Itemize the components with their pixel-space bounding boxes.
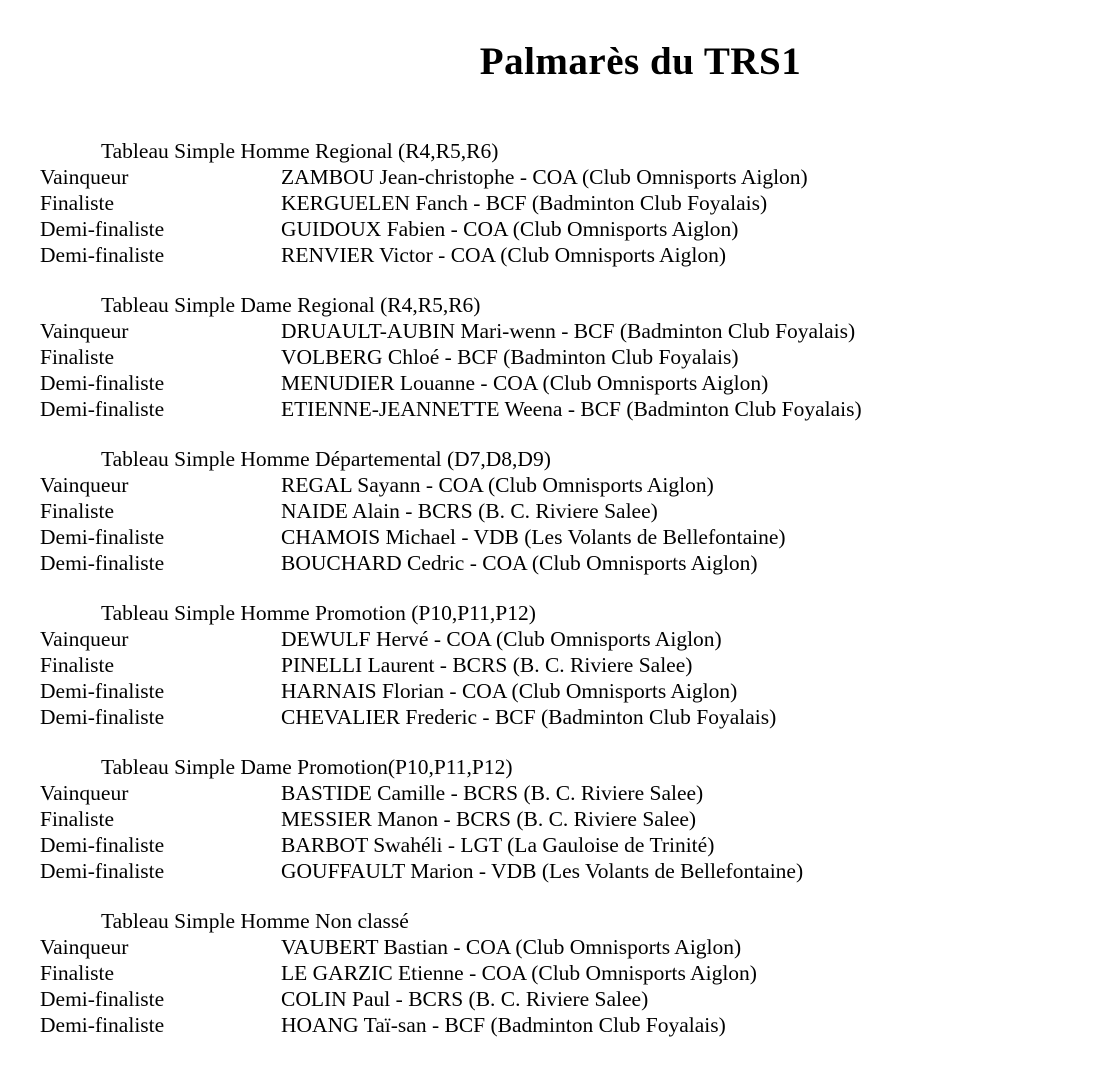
result-label: Finaliste [40, 653, 115, 677]
result-label: Demi-finaliste [40, 987, 165, 1011]
result-player: VOLBERG Chloé - BCF (Badminton Club Foyalais) [281, 345, 739, 369]
result-label: Demi-finaliste [40, 705, 165, 729]
result-player: GUIDOUX Fabien - COA (Club Omnisports Aiglon) [281, 217, 739, 241]
result-row [40, 216, 1090, 242]
result-row [40, 472, 1090, 498]
result-row [40, 164, 1090, 190]
tournament-section [40, 292, 1090, 422]
result-player: MESSIER Manon - BCRS (B. C. Riviere Salee) [281, 807, 697, 831]
result-row [40, 242, 1090, 268]
result-player: LE GARZIC Etienne - COA (Club Omnisports Aiglon) [281, 961, 757, 985]
result-label: Demi-finaliste [40, 525, 165, 549]
page-title: Palmarès du TRS1 [479, 40, 802, 83]
result-player: BOUCHARD Cedric - COA (Club Omnisports Aiglon) [281, 551, 758, 575]
result-player: DEWULF Hervé - COA (Club Omnisports Aiglon) [281, 627, 722, 651]
result-player: GOUFFAULT Marion - VDB (Les Volants de Bellefontaine) [281, 859, 804, 883]
result-label: Demi-finaliste [40, 371, 165, 395]
result-label: Finaliste [40, 345, 115, 369]
result-label: Vainqueur [40, 781, 129, 805]
tournament-section [40, 600, 1090, 730]
result-row [40, 396, 1090, 422]
result-row [40, 190, 1090, 216]
result-row [40, 780, 1090, 806]
result-row [40, 858, 1090, 884]
result-label: Finaliste [40, 499, 115, 523]
result-row [40, 960, 1090, 986]
section-title: Tableau Simple Homme Promotion (P10,P11,P12) [101, 601, 536, 625]
tournament-section [40, 754, 1090, 884]
result-label: Vainqueur [40, 165, 129, 189]
result-label: Demi-finaliste [40, 859, 165, 883]
result-player: CHAMOIS Michael - VDB (Les Volants de Bellefontaine) [281, 525, 786, 549]
result-row [40, 934, 1090, 960]
result-player: HOANG Taï-san - BCF (Badminton Club Foyalais) [281, 1013, 726, 1037]
result-row [40, 652, 1090, 678]
result-player: COLIN Paul - BCRS (B. C. Riviere Salee) [281, 987, 649, 1011]
tournament-section [40, 908, 1090, 1038]
result-row [40, 370, 1090, 396]
result-player: RENVIER Victor - COA (Club Omnisports Aiglon) [281, 243, 727, 267]
result-player: ETIENNE-JEANNETTE Weena - BCF (Badminton Club Foyalais) [281, 397, 862, 421]
result-label: Demi-finaliste [40, 1013, 165, 1037]
result-label: Vainqueur [40, 627, 129, 651]
result-row [40, 986, 1090, 1012]
result-row [40, 678, 1090, 704]
section-title: Tableau Simple Homme Regional (R4,R5,R6) [101, 139, 499, 163]
result-label: Demi-finaliste [40, 833, 165, 857]
result-label: Vainqueur [40, 319, 129, 343]
result-player: NAIDE Alain - BCRS (B. C. Riviere Salee) [281, 499, 658, 523]
result-label: Vainqueur [40, 935, 129, 959]
result-label: Demi-finaliste [40, 217, 165, 241]
result-label: Finaliste [40, 807, 115, 831]
section-title: Tableau Simple Dame Regional (R4,R5,R6) [101, 293, 481, 317]
result-row [40, 524, 1090, 550]
result-player: DRUAULT-AUBIN Mari-wenn - BCF (Badminton Club Foyalais) [281, 319, 856, 343]
result-player: ZAMBOU Jean-christophe - COA (Club Omnisports Aiglon) [281, 165, 808, 189]
result-row [40, 498, 1090, 524]
result-row [40, 1012, 1090, 1038]
result-label: Finaliste [40, 191, 115, 215]
result-player: BARBOT Swahéli - LGT (La Gauloise de Trinité) [281, 833, 715, 857]
result-row [40, 832, 1090, 858]
result-label: Demi-finaliste [40, 397, 165, 421]
result-label: Demi-finaliste [40, 679, 165, 703]
tournament-section [40, 138, 1090, 268]
result-row [40, 806, 1090, 832]
result-player: PINELLI Laurent - BCRS (B. C. Riviere Salee) [281, 653, 693, 677]
result-player: VAUBERT Bastian - COA (Club Omnisports Aiglon) [281, 935, 742, 959]
result-player: BASTIDE Camille - BCRS (B. C. Riviere Salee) [281, 781, 704, 805]
section-title: Tableau Simple Dame Promotion(P10,P11,P12) [101, 755, 513, 779]
result-label: Demi-finaliste [40, 243, 165, 267]
result-row [40, 318, 1090, 344]
result-player: MENUDIER Louanne - COA (Club Omnisports Aiglon) [281, 371, 769, 395]
result-label: Finaliste [40, 961, 115, 985]
result-label: Demi-finaliste [40, 551, 165, 575]
section-title: Tableau Simple Homme Non classé [101, 909, 409, 933]
results-list [40, 138, 1090, 1062]
result-row [40, 344, 1090, 370]
result-label: Vainqueur [40, 473, 129, 497]
section-title: Tableau Simple Homme Départemental (D7,D8,D9) [101, 447, 551, 471]
result-player: HARNAIS Florian - COA (Club Omnisports Aiglon) [281, 679, 738, 703]
result-player: KERGUELEN Fanch - BCF (Badminton Club Foyalais) [281, 191, 768, 215]
result-row [40, 704, 1090, 730]
result-row [40, 626, 1090, 652]
result-player: REGAL Sayann - COA (Club Omnisports Aiglon) [281, 473, 714, 497]
result-row [40, 550, 1090, 576]
tournament-section [40, 446, 1090, 576]
result-player: CHEVALIER Frederic - BCF (Badminton Club Foyalais) [281, 705, 777, 729]
